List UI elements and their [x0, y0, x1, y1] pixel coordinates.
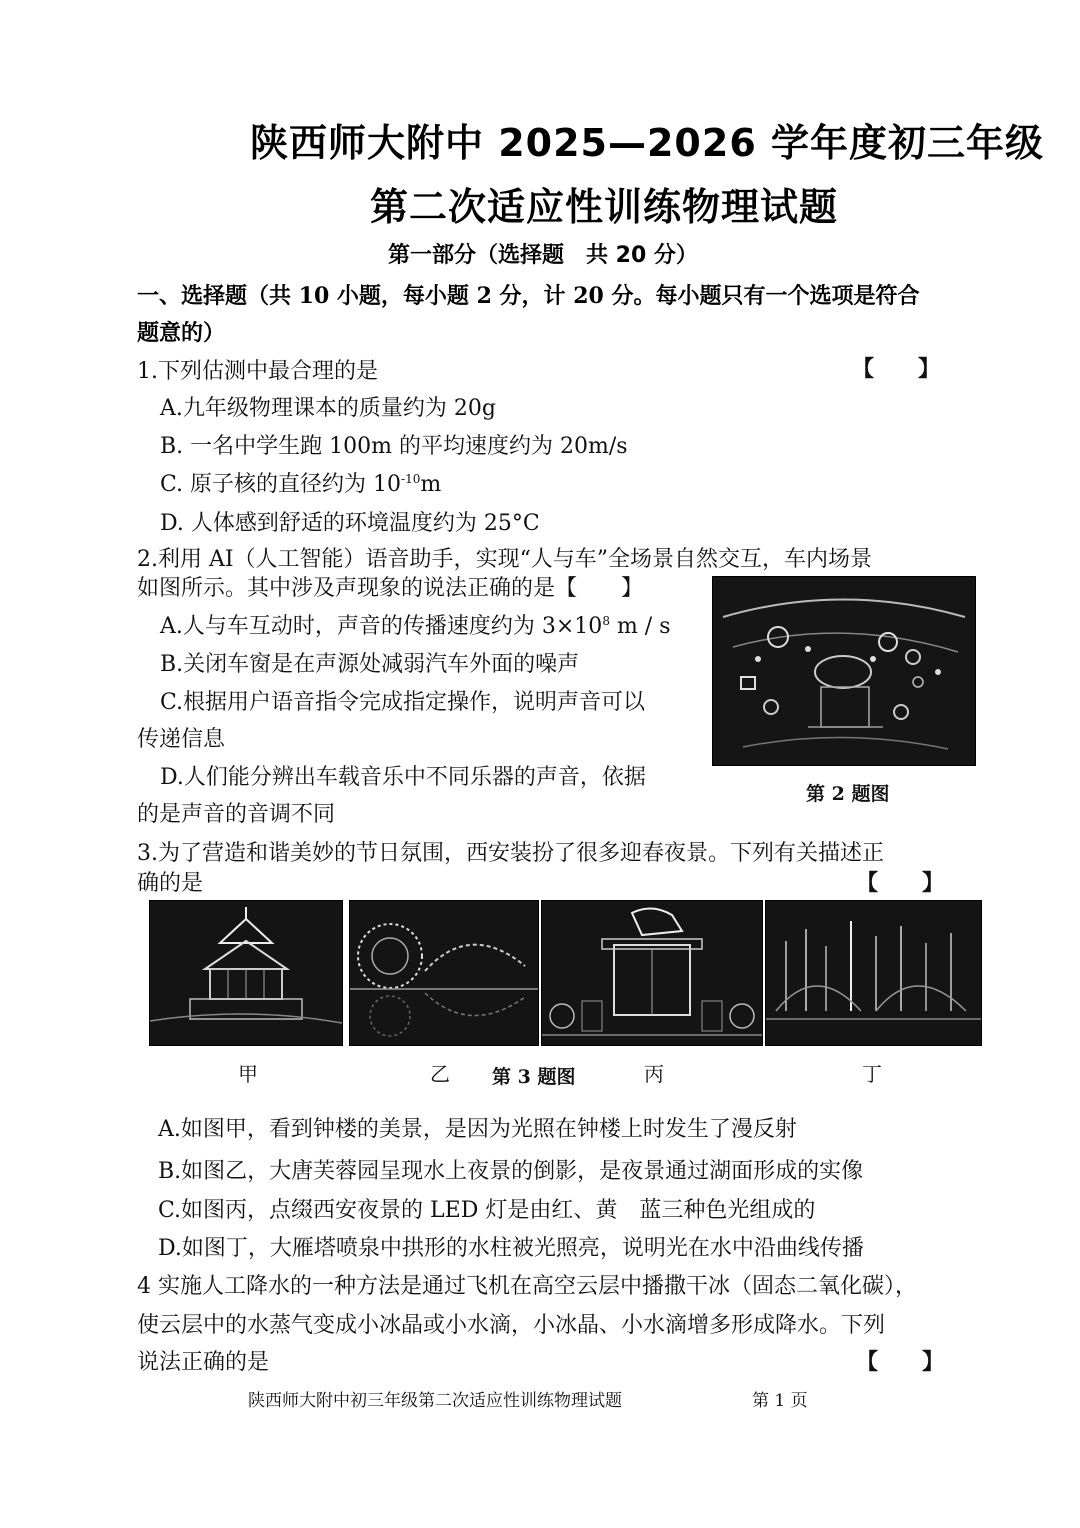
q1-option-c-exponent: -10 — [401, 472, 421, 486]
q3-answer-bracket: 【 】 — [856, 870, 945, 896]
q3-figure-caption: 第 3 题图 — [492, 1066, 576, 1088]
q1-option-d: D. 人体感到舒适的环境温度约为 25°C — [160, 511, 540, 536]
q3-label-yi: 乙 — [430, 1062, 450, 1086]
q2-option-c-line1: C.根据用户语音指令完成指定操作，说明声音可以 — [160, 690, 646, 715]
lake-night-reflection-drawing — [350, 901, 538, 1045]
footer-exam-name: 陕西师大附中初三年级第二次适应性训练物理试题 — [248, 1391, 622, 1411]
q4-stem-line3: 说法正确的是 — [137, 1350, 270, 1375]
fountain-drawing — [766, 901, 981, 1045]
q4-stem-line2: 使云层中的水蒸气变成小冰晶或小水滴，小冰晶、小水滴增多形成降水。下列 — [137, 1313, 886, 1338]
bell-tower-drawing — [150, 901, 342, 1045]
q2-option-c-line2: 传递信息 — [137, 727, 226, 752]
q1-option-c-text: C. 原子核的直径约为 10 — [160, 472, 402, 497]
q4-stem-line1: 4 实施人工降水的一种方法是通过飞机在高空云层中播撒干冰（固态二氧化碳）， — [137, 1274, 917, 1299]
q3-label-bing: 丙 — [644, 1062, 664, 1086]
q3-stem-line1: 3.为了营造和谐美妙的节日氛围，西安装扮了很多迎春夜景。下列有关描述正 — [137, 841, 884, 866]
exam-title-line1: 陕西师大附中 2025—2026 学年度初三年级 — [250, 121, 1044, 165]
part1-heading: 第一部分（选择题 共 20 分） — [388, 243, 698, 268]
q2-option-b: B.关闭车窗是在声源处减弱汽车外面的噪声 — [160, 652, 580, 677]
q2-option-a-unit: m / s — [609, 614, 671, 639]
q3-stem-line2: 确的是 — [137, 871, 204, 896]
q2-option-a-text: A.人与车互动时，声音的传播速度约为 3×10 — [160, 614, 603, 639]
q1-option-c — [160, 467, 441, 498]
q3-option-c: C.如图丙，点缀西安夜景的 LED 灯是由红、黄 蓝三种色光组成的 — [158, 1198, 816, 1223]
section1-heading-line2: 题意的） — [137, 320, 226, 346]
q2-option-a-exponent: 8 — [602, 614, 610, 628]
q1-option-b: B. 一名中学生跑 100m 的平均速度约为 20m/s — [160, 434, 628, 459]
q2-option-d-line1: D.人们能分辨出车载音乐中不同乐器的声音，依据 — [160, 765, 646, 790]
q3-label-ding: 丁 — [862, 1062, 882, 1086]
car-interior-drawing — [713, 577, 975, 765]
q4-answer-bracket: 【 】 — [856, 1349, 945, 1375]
q2-car-interior-image — [712, 576, 976, 766]
q2-stem-line2: 如图所示。其中涉及声现象的说法正确的是【 】 — [137, 576, 644, 601]
q2-stem-line1: 2.利用 AI（人工智能）语音助手，实现“人与车”全场景自然交互，车内场景 — [137, 547, 873, 572]
q2-figure-caption: 第 2 题图 — [806, 783, 890, 805]
footer-page-number: 第 1 页 — [752, 1391, 808, 1411]
q1-answer-bracket: 【 】 — [852, 356, 941, 382]
q2-option-a — [160, 609, 671, 640]
q1-stem: 1.下列估测中最合理的是 — [137, 359, 378, 384]
q3-image-jia-bell-tower — [149, 900, 343, 1046]
q3-label-jia: 甲 — [238, 1062, 258, 1086]
q3-option-a: A.如图甲，看到钟楼的美景，是因为光照在钟楼上时发生了漫反射 — [158, 1117, 797, 1142]
exam-title-line2: 第二次适应性训练物理试题 — [370, 185, 839, 229]
section1-heading-line1: 一、选择题（共 10 小题，每小题 2 分，计 20 分。每小题只有一个选项是符合 — [137, 283, 920, 309]
q3-image-ding-fountain — [765, 900, 982, 1046]
q3-option-b: B.如图乙，大唐芙蓉园呈现水上夜景的倒影，是夜景通过湖面形成的实像 — [158, 1159, 864, 1184]
q3-image-yi-reflection — [349, 900, 539, 1046]
q2-option-d-line2: 的是声音的音调不同 — [137, 802, 336, 827]
q3-image-bing-led-lights — [541, 900, 763, 1046]
q1-option-c-unit: m — [420, 472, 442, 497]
led-lantern-drawing — [542, 901, 762, 1045]
q1-option-a: A.九年级物理课本的质量约为 20g — [160, 396, 496, 421]
q3-option-d: D.如图丁，大雁塔喷泉中拱形的水柱被光照亮，说明光在水中沿曲线传播 — [158, 1236, 864, 1261]
